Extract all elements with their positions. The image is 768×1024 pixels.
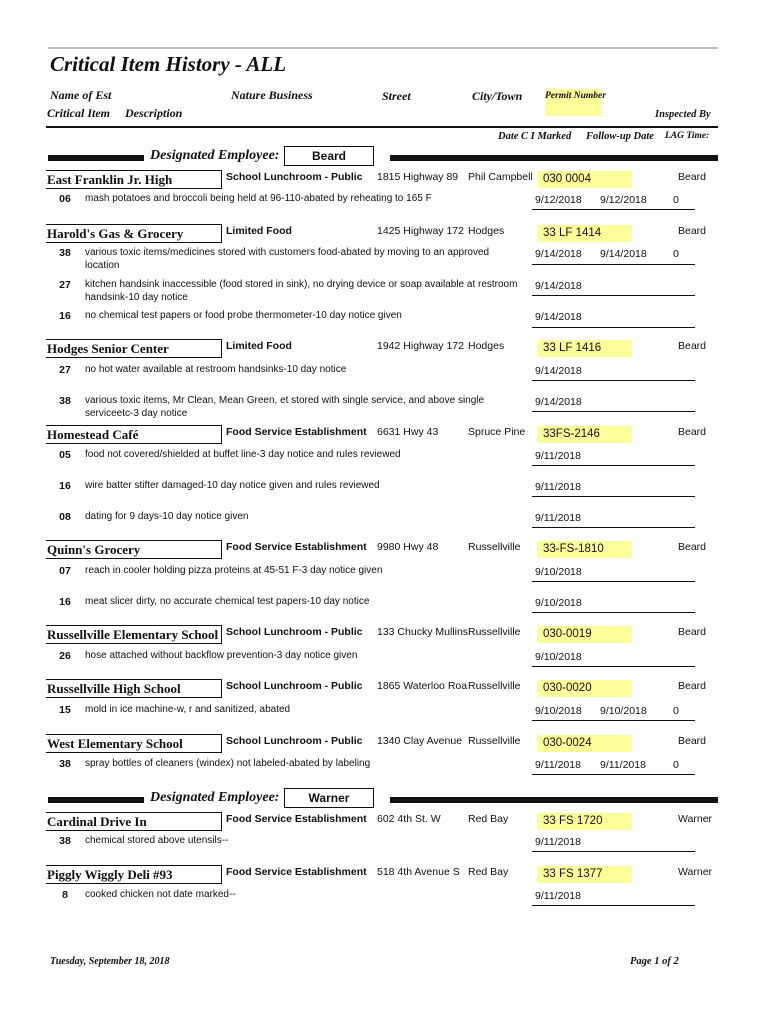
establishment-name: Homestead Café [46,425,222,444]
nature-business: Food Service Establishment [226,813,367,825]
header-rule [46,126,718,128]
inspected-by: Warner [678,813,713,825]
designated-employee-bar-right [390,155,718,161]
item-description: dating for 9 days-10 day notice given [85,511,249,522]
permit-number: 33FS-2146 [537,426,632,443]
header-date-ci-marked: Date C I Marked [498,131,572,142]
lag-time: 0 [673,194,679,206]
inspected-by: Beard [678,426,707,438]
permit-number: 030 0004 [537,171,632,188]
designated-employee-name: Warner [284,788,374,808]
footer-page-number: Page 1 of 2 [630,956,679,967]
permit-number: 33 FS 1720 [537,813,632,830]
inspected-by: Beard [678,735,707,747]
nature-business: Food Service Establishment [226,541,367,553]
permit-number: 030-0019 [537,626,632,643]
critical-item-code: 38 [59,395,71,407]
row-underline [532,295,695,296]
designated-employee-bar-right [390,797,718,803]
item-description: various toxic items, Mr Clean, Mean Green, et stored with single service, and above single serviceetc-3 day notice [85,395,485,419]
street-address: 602 4th St. W [377,813,441,825]
header-city-town: City/Town [472,89,523,103]
street-address: 1815 Highway 89 [377,171,459,183]
row-underline [532,720,695,721]
nature-business: Food Service Establishment [226,866,367,878]
header-nature-business: Nature Business [231,88,313,102]
item-description: no hot water available at restroom handsinks-10 day notice [85,364,347,375]
header-inspected-by: Inspected By [655,109,711,120]
header-street: Street [382,89,411,103]
inspected-by: Beard [678,225,707,237]
critical-item-code: 15 [59,704,71,716]
row-underline [532,905,695,906]
city-town: Red Bay [468,866,509,878]
city-town: Hodges [468,340,505,352]
critical-item-code: 06 [59,193,71,205]
row-underline [532,209,695,210]
permit-number: 33 LF 1414 [537,225,632,242]
city-town: Phil Campbell [468,171,533,183]
follow-up-date: 9/10/2018 [600,705,647,717]
date-ci-marked: 9/14/2018 [535,311,582,323]
street-address: 9980 Hwy 48 [377,541,439,553]
date-ci-marked: 9/14/2018 [535,396,582,408]
critical-item-code: 07 [59,565,71,577]
street-address: 1425 Highway 172 [377,225,464,237]
item-description: various toxic items/medicines stored with customers food-abated by moving to an approved location [85,247,490,271]
permit-number: 030-0020 [537,680,632,697]
establishment-name: West Elementary School [46,734,222,753]
lag-time: 0 [673,759,679,771]
row-underline [532,612,695,613]
follow-up-date: 9/11/2018 [600,759,646,771]
item-description: food not covered/shielded at buffet line-3 day notice and rules reviewed [85,449,401,460]
header-critical-item: Critical Item [47,106,110,120]
inspected-by: Beard [678,626,707,638]
row-underline [532,465,695,466]
city-town: Russellville [468,626,521,638]
date-ci-marked: 9/14/2018 [535,280,582,292]
item-description: meat slicer dirty, no accurate chemical test papers-10 day notice [85,596,370,607]
inspected-by: Beard [678,171,707,183]
establishment-name: East Franklin Jr. High [46,170,222,189]
permit-number: 33-FS-1810 [537,541,632,558]
date-ci-marked: 9/11/2018 [535,836,581,848]
row-underline [532,527,695,528]
item-description: wire batter stifter damaged-10 day notice given and rules reviewed [85,480,380,491]
establishment-name: Russellville High School [46,679,222,698]
critical-item-code: 16 [59,480,71,492]
designated-employee-name: Beard [284,146,374,166]
row-underline [532,264,695,265]
inspected-by: Warner [678,866,713,878]
follow-up-date: 9/14/2018 [600,248,647,260]
nature-business: School Lunchroom - Public [226,735,363,747]
item-description: kitchen handsink inaccessible (food stored in sink), no drying device or soap available at restroom handsink-10 day notice [85,279,518,303]
inspected-by: Beard [678,680,707,692]
lag-time: 0 [673,705,679,717]
critical-item-code: 16 [59,310,71,322]
item-description: mold in ice machine-w, r and sanitized, abated [85,704,291,715]
header-permit-number: Permit Number [545,89,601,116]
designated-employee-label: Designated Employee: [150,790,280,805]
street-address: 518 4th Avenue S [377,866,460,878]
row-underline [532,666,695,667]
critical-item-code: 38 [59,758,71,770]
item-description: no chemical test papers or food probe thermometer-10 day notice given [85,310,402,321]
header-follow-up-date: Follow-up Date [586,131,654,142]
date-ci-marked: 9/10/2018 [535,566,582,578]
row-underline [532,380,695,381]
street-address: 1340 Clay Avenue [377,735,463,747]
date-ci-marked: 9/11/2018 [535,890,581,902]
establishment-name: Quinn's Grocery [46,540,222,559]
designated-employee-label: Designated Employee: [150,148,280,163]
critical-item-code: 27 [59,279,71,291]
street-address: 133 Chucky Mullins [377,626,469,638]
date-ci-marked: 9/10/2018 [535,705,582,717]
row-underline [532,496,695,497]
critical-item-code: 8 [62,889,68,901]
top-rule [48,47,718,49]
header-description: Description [125,106,183,120]
critical-item-code: 38 [59,247,71,259]
item-description: spray bottles of cleaners (windex) not labeled-abated by labeling [85,758,371,769]
establishment-name: Cardinal Drive In [46,812,222,831]
nature-business: School Lunchroom - Public [226,626,363,638]
inspected-by: Beard [678,541,707,553]
street-address: 1942 Highway 172 [377,340,464,352]
street-address: 6631 Hwy 43 [377,426,439,438]
follow-up-date: 9/12/2018 [600,194,647,206]
item-description: hose attached without backflow prevention-3 day notice given [85,650,358,661]
date-ci-marked: 9/11/2018 [535,512,581,524]
page-title: Critical Item History - ALL [50,52,287,76]
nature-business: Limited Food [226,340,292,352]
permit-number: 33 FS 1377 [537,866,632,883]
critical-item-code: 05 [59,449,71,461]
critical-item-code: 26 [59,650,71,662]
date-ci-marked: 9/11/2018 [535,481,581,493]
date-ci-marked: 9/11/2018 [535,450,581,462]
item-description: chemical stored above utensils-- [85,835,229,846]
critical-item-code: 08 [59,511,71,523]
critical-item-code: 27 [59,364,71,376]
nature-business: Food Service Establishment [226,426,367,438]
header-lag-time: LAG Time: [665,131,710,141]
permit-number: 030-0024 [537,735,632,752]
footer-date: Tuesday, September 18, 2018 [50,956,170,967]
item-description: cooked chicken not date marked-- [85,889,236,900]
nature-business: Limited Food [226,225,292,237]
establishment-name: Hodges Senior Center [46,339,222,358]
street-address: 1865 Waterloo Roa [377,680,468,692]
critical-item-code: 16 [59,596,71,608]
row-underline [532,411,695,412]
nature-business: School Lunchroom - Public [226,680,363,692]
date-ci-marked: 9/14/2018 [535,248,582,260]
city-town: Russellville [468,680,521,692]
permit-number: 33 LF 1416 [537,340,632,357]
row-underline [532,851,695,852]
row-underline [532,581,695,582]
header-name-of-est: Name of Est [50,88,112,102]
date-ci-marked: 9/11/2018 [535,759,581,771]
date-ci-marked: 9/10/2018 [535,651,582,663]
critical-item-code: 38 [59,835,71,847]
city-town: Hodges [468,225,505,237]
city-town: Spruce Pine [468,426,526,438]
designated-employee-bar-left [48,155,144,161]
item-description: reach in cooler holding pizza proteins at 45-51 F-3 day notice given [85,565,383,576]
city-town: Red Bay [468,813,509,825]
designated-employee-bar-left [48,797,144,803]
row-underline [532,327,695,328]
establishment-name: Piggly Wiggly Deli #93 [46,865,222,884]
nature-business: School Lunchroom - Public [226,171,363,183]
date-ci-marked: 9/12/2018 [535,194,582,206]
city-town: Russellville [468,735,521,747]
establishment-name: Russellville Elementary School [46,625,222,644]
date-ci-marked: 9/14/2018 [535,365,582,377]
date-ci-marked: 9/10/2018 [535,597,582,609]
establishment-name: Harold's Gas & Grocery [46,224,222,243]
row-underline [532,774,695,775]
item-description: mash potatoes and broccoli being held at 96-110-abated by reheating to 165 F [85,193,432,204]
city-town: Russellville [468,541,521,553]
inspected-by: Beard [678,340,707,352]
lag-time: 0 [673,248,679,260]
